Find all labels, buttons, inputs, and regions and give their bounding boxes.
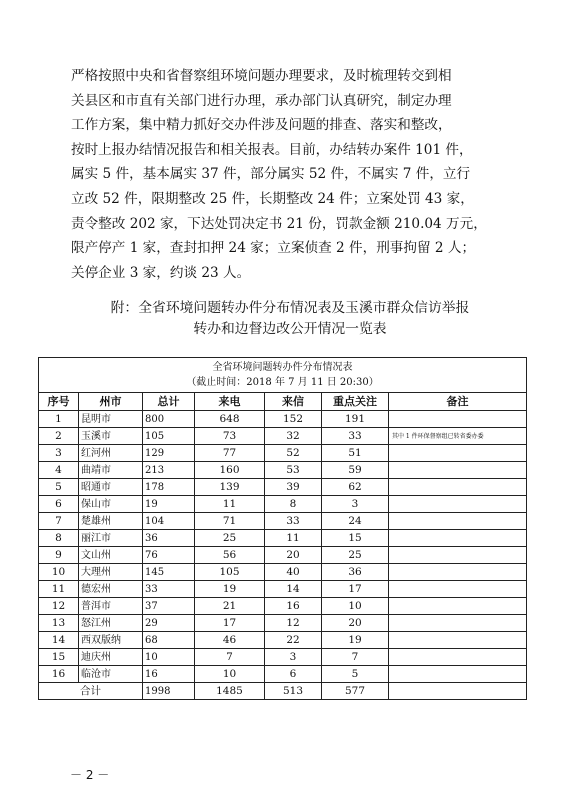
row-letter: 32 xyxy=(265,428,322,445)
row-total: 37 xyxy=(143,598,195,615)
row-focus: 36 xyxy=(322,564,389,581)
body-line: 工作方案，集中精力抓好交办件涉及问题的排查、落实和整改， xyxy=(71,117,452,134)
row-letter: 20 xyxy=(265,547,322,564)
row-phone: 56 xyxy=(195,547,265,564)
row-no: 9 xyxy=(39,547,79,564)
table-row xyxy=(39,581,527,598)
row-city: 德宏州 xyxy=(79,581,143,598)
row-no: 8 xyxy=(39,530,79,547)
header-letter: 来信 xyxy=(265,393,322,411)
row-note xyxy=(389,632,527,649)
row-phone: 648 xyxy=(195,411,265,428)
row-city: 昭通市 xyxy=(79,479,143,496)
row-city: 西双版纳 xyxy=(79,632,143,649)
row-city: 保山市 xyxy=(79,496,143,513)
row-phone: 139 xyxy=(195,479,265,496)
row-focus: 25 xyxy=(322,547,389,564)
table-row xyxy=(39,462,527,479)
row-note xyxy=(389,496,527,513)
body-line: 限产停产 1 家，查封扣押 24 家；立案侦查 2 件，刑事拘留 2 人； xyxy=(71,240,476,257)
row-total: 16 xyxy=(143,666,195,683)
row-no: 6 xyxy=(39,496,79,513)
row-city: 大理州 xyxy=(79,564,143,581)
row-phone: 17 xyxy=(195,615,265,632)
body-line: 立改 52 件，限期整改 25 件，长期整改 24 件；立案处罚 43 家， xyxy=(71,190,474,207)
row-city: 丽江市 xyxy=(79,530,143,547)
table-title-row xyxy=(39,358,527,393)
row-phone: 46 xyxy=(195,632,265,649)
row-city: 昆明市 xyxy=(79,411,143,428)
table-row xyxy=(39,513,527,530)
row-total: 33 xyxy=(143,581,195,598)
row-phone: 7 xyxy=(195,649,265,666)
table-row xyxy=(39,496,527,513)
row-letter: 14 xyxy=(265,581,322,598)
row-no: 3 xyxy=(39,445,79,462)
body-line: 按时上报办结情况报告和相关报表。目前，办结转办案件 101 件， xyxy=(71,141,473,158)
row-city: 楚雄州 xyxy=(79,513,143,530)
table-row xyxy=(39,547,527,564)
row-total: 36 xyxy=(143,530,195,547)
row-city: 玉溪市 xyxy=(79,428,143,445)
row-note xyxy=(389,649,527,666)
row-city: 普洱市 xyxy=(79,598,143,615)
row-no: 15 xyxy=(39,649,79,666)
table-header-row xyxy=(39,393,527,411)
row-no: 4 xyxy=(39,462,79,479)
row-city: 曲靖市 xyxy=(79,462,143,479)
row-letter: 22 xyxy=(265,632,322,649)
row-no: 13 xyxy=(39,615,79,632)
row-letter: 33 xyxy=(265,513,322,530)
row-note xyxy=(389,411,527,428)
total-focus: 577 xyxy=(322,683,389,700)
row-focus: 51 xyxy=(322,445,389,462)
row-total: 129 xyxy=(143,445,195,462)
row-total: 19 xyxy=(143,496,195,513)
body-line: 责令整改 202 家，下达处罚决定书 21 份，罚款金额 210.04 万元， xyxy=(71,215,487,232)
table-row xyxy=(39,445,527,462)
body-line: 关停企业 3 家，约谈 23 人。 xyxy=(71,264,251,281)
page-number: － 2 － xyxy=(70,768,110,782)
row-note xyxy=(389,462,527,479)
row-city: 迪庆州 xyxy=(79,649,143,666)
row-no: 1 xyxy=(39,411,79,428)
table-title-cell xyxy=(39,358,527,393)
body-paragraph xyxy=(71,64,493,285)
row-letter: 8 xyxy=(265,496,322,513)
row-phone: 25 xyxy=(195,530,265,547)
row-no: 7 xyxy=(39,513,79,530)
row-note xyxy=(389,479,527,496)
row-note xyxy=(389,513,527,530)
table-title: 全省环境问题转办件分布情况表 xyxy=(212,362,353,373)
total-label: 合计 xyxy=(39,683,143,700)
table-row xyxy=(39,598,527,615)
row-focus: 17 xyxy=(322,581,389,598)
total-row xyxy=(39,683,527,700)
row-focus: 7 xyxy=(322,649,389,666)
caption-line: 转办和边督边改公开情况一览表 xyxy=(193,321,387,337)
row-phone: 160 xyxy=(195,462,265,479)
total-note xyxy=(389,683,527,700)
table-row xyxy=(39,479,527,496)
header-focus: 重点关注 xyxy=(322,393,389,411)
row-focus: 5 xyxy=(322,666,389,683)
row-no: 11 xyxy=(39,581,79,598)
row-note xyxy=(389,598,527,615)
row-total: 10 xyxy=(143,649,195,666)
row-note xyxy=(389,666,527,683)
row-no: 14 xyxy=(39,632,79,649)
header-total: 总计 xyxy=(143,393,195,411)
row-no: 12 xyxy=(39,598,79,615)
header-no: 序号 xyxy=(39,393,79,411)
row-note xyxy=(389,581,527,598)
appendix-caption xyxy=(90,298,490,340)
row-no: 5 xyxy=(39,479,79,496)
row-total: 105 xyxy=(143,428,195,445)
table-row xyxy=(39,666,527,683)
row-phone: 21 xyxy=(195,598,265,615)
row-letter: 12 xyxy=(265,615,322,632)
row-note xyxy=(389,547,527,564)
table-row xyxy=(39,564,527,581)
row-focus: 24 xyxy=(322,513,389,530)
row-focus: 3 xyxy=(322,496,389,513)
row-no: 2 xyxy=(39,428,79,445)
row-total: 104 xyxy=(143,513,195,530)
row-city: 怒江州 xyxy=(79,615,143,632)
header-city: 州市 xyxy=(79,393,143,411)
row-letter: 40 xyxy=(265,564,322,581)
caption-line: 附：全省环境问题转办件分布情况表及玉溪市群众信访举报 xyxy=(110,300,470,316)
body-line: 关县区和市直有关部门进行办理，承办部门认真研究，制定办理 xyxy=(71,92,452,109)
table-row xyxy=(39,428,527,445)
row-city: 临沧市 xyxy=(79,666,143,683)
total-phone: 1485 xyxy=(195,683,265,700)
row-note xyxy=(389,615,527,632)
row-total: 178 xyxy=(143,479,195,496)
total-sum: 1998 xyxy=(143,683,195,700)
row-focus: 59 xyxy=(322,462,389,479)
row-focus: 19 xyxy=(322,632,389,649)
table-subtitle: （截止时间：2018 年 7 月 11 日 20:30） xyxy=(186,377,379,388)
row-note xyxy=(389,445,527,462)
table-row xyxy=(39,615,527,632)
row-total: 76 xyxy=(143,547,195,564)
row-phone: 19 xyxy=(195,581,265,598)
row-phone: 71 xyxy=(195,513,265,530)
row-total: 800 xyxy=(143,411,195,428)
row-focus: 191 xyxy=(322,411,389,428)
row-phone: 11 xyxy=(195,496,265,513)
row-letter: 39 xyxy=(265,479,322,496)
distribution-table xyxy=(38,357,527,700)
row-letter: 6 xyxy=(265,666,322,683)
row-focus: 15 xyxy=(322,530,389,547)
row-city: 文山州 xyxy=(79,547,143,564)
row-focus: 33 xyxy=(322,428,389,445)
row-letter: 53 xyxy=(265,462,322,479)
table-row xyxy=(39,649,527,666)
row-focus: 10 xyxy=(322,598,389,615)
row-letter: 11 xyxy=(265,530,322,547)
row-note xyxy=(389,564,527,581)
table-row xyxy=(39,632,527,649)
row-note: 其中 1 件环保督察组已转省委办委 xyxy=(389,428,527,445)
row-total: 29 xyxy=(143,615,195,632)
header-phone: 来电 xyxy=(195,393,265,411)
row-phone: 105 xyxy=(195,564,265,581)
table-row xyxy=(39,530,527,547)
total-letter: 513 xyxy=(265,683,322,700)
row-focus: 20 xyxy=(322,615,389,632)
body-line: 严格按照中央和省督察组环境问题办理要求，及时梳理转交到相 xyxy=(71,68,452,84)
row-letter: 16 xyxy=(265,598,322,615)
body-line: 属实 5 件，基本属实 37 件，部分属实 52 件，不属实 7 件，立行 xyxy=(71,166,471,183)
row-no: 10 xyxy=(39,564,79,581)
row-focus: 62 xyxy=(322,479,389,496)
row-phone: 10 xyxy=(195,666,265,683)
header-note: 备注 xyxy=(389,393,527,411)
row-note xyxy=(389,530,527,547)
row-total: 213 xyxy=(143,462,195,479)
row-total: 145 xyxy=(143,564,195,581)
row-letter: 52 xyxy=(265,445,322,462)
row-total: 68 xyxy=(143,632,195,649)
table-row xyxy=(39,411,527,428)
row-phone: 73 xyxy=(195,428,265,445)
row-phone: 77 xyxy=(195,445,265,462)
row-letter: 3 xyxy=(265,649,322,666)
row-no: 16 xyxy=(39,666,79,683)
row-letter: 152 xyxy=(265,411,322,428)
row-city: 红河州 xyxy=(79,445,143,462)
